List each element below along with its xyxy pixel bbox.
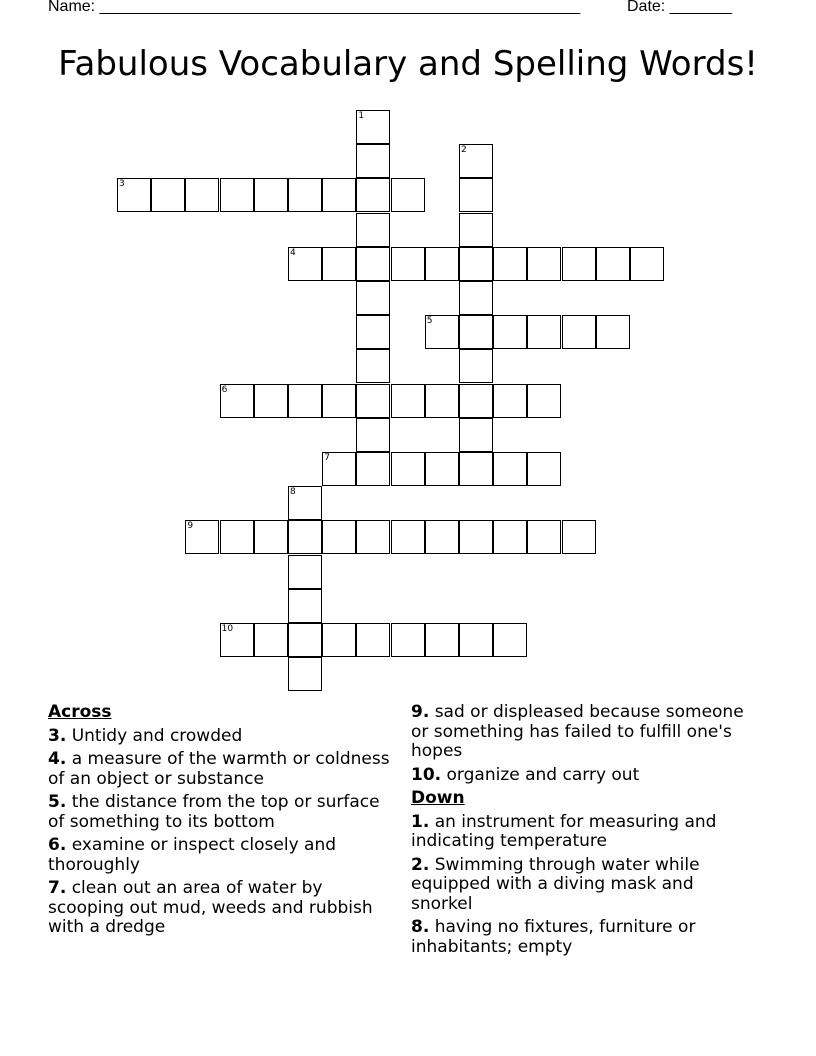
grid-cell[interactable] bbox=[254, 520, 288, 554]
down-heading: Down bbox=[411, 788, 465, 808]
grid-cell[interactable] bbox=[356, 178, 390, 212]
grid-cell[interactable] bbox=[356, 247, 390, 281]
clue-item bbox=[411, 766, 756, 786]
grid-cell[interactable] bbox=[459, 418, 493, 452]
clue-text: having no fixtures, furniture or inhabitants; empty bbox=[411, 917, 696, 957]
grid-cell[interactable] bbox=[493, 384, 527, 418]
grid-cell[interactable] bbox=[459, 281, 493, 315]
clue-item bbox=[48, 836, 393, 875]
grid-cell[interactable] bbox=[220, 520, 254, 554]
grid-cell[interactable] bbox=[459, 315, 493, 349]
grid-cell[interactable] bbox=[562, 315, 596, 349]
clue-number-label: 8. bbox=[411, 917, 430, 937]
grid-cell[interactable] bbox=[356, 144, 390, 178]
date-field-label: Date: _______ bbox=[627, 0, 732, 15]
clue-item bbox=[411, 813, 756, 852]
grid-cell[interactable] bbox=[254, 623, 288, 657]
clue-text: Untidy and crowded bbox=[66, 725, 243, 746]
clue-item bbox=[48, 750, 393, 789]
grid-cell[interactable] bbox=[391, 452, 425, 486]
grid-cell[interactable] bbox=[356, 452, 390, 486]
grid-cell[interactable] bbox=[391, 384, 425, 418]
clue-item bbox=[411, 856, 756, 915]
grid-cell[interactable] bbox=[425, 452, 459, 486]
clue-item bbox=[411, 918, 756, 957]
grid-cell[interactable] bbox=[254, 384, 288, 418]
grid-cell[interactable] bbox=[356, 349, 390, 383]
clues-column-left bbox=[48, 703, 393, 942]
grid-cell[interactable] bbox=[220, 178, 254, 212]
grid-cell[interactable] bbox=[596, 247, 630, 281]
clue-number-label: 7. bbox=[48, 878, 67, 898]
grid-cell[interactable] bbox=[356, 315, 390, 349]
grid-cell[interactable] bbox=[356, 623, 390, 657]
grid-cell[interactable] bbox=[425, 247, 459, 281]
grid-cell[interactable] bbox=[527, 247, 561, 281]
clue-text: organize and carry out bbox=[441, 764, 640, 785]
clue-number-label: 5. bbox=[48, 792, 67, 812]
name-field-label: Name: ______________________________________________________ bbox=[48, 0, 581, 15]
grid-cell[interactable] bbox=[391, 520, 425, 554]
clue-number: 3 bbox=[119, 179, 125, 190]
clue-text: the distance from the top or surface of something to its bottom bbox=[48, 792, 380, 832]
grid-cell[interactable] bbox=[322, 623, 356, 657]
clue-number: 9 bbox=[187, 521, 194, 532]
clue-text: clean out an area of water by scooping out mud, weeds and rubbish with a dredge bbox=[48, 878, 373, 937]
grid-cell[interactable] bbox=[459, 213, 493, 247]
grid-cell[interactable] bbox=[459, 178, 493, 212]
grid-cell[interactable] bbox=[459, 520, 493, 554]
clue-number-label: 1. bbox=[411, 811, 430, 832]
grid-cell[interactable] bbox=[322, 247, 356, 281]
clue-item bbox=[48, 793, 393, 832]
clue-number-label: 2. bbox=[411, 854, 430, 875]
clue-number: 8 bbox=[290, 487, 296, 498]
clue-text: a measure of the warmth or coldness of an object or substance bbox=[48, 749, 390, 789]
clue-item bbox=[48, 727, 393, 747]
grid-cell[interactable] bbox=[288, 555, 322, 589]
grid-cell[interactable] bbox=[493, 520, 527, 554]
clue-item bbox=[48, 879, 393, 938]
clue-text: an instrument for measuring and indicating temperature bbox=[411, 811, 717, 851]
grid-cell[interactable] bbox=[562, 520, 596, 554]
clue-text: examine or inspect closely and thoroughly bbox=[48, 835, 337, 875]
clue-number-label: 9. bbox=[411, 702, 430, 722]
grid-cell[interactable] bbox=[527, 384, 561, 418]
clue-number-label: 6. bbox=[48, 835, 67, 855]
grid-cell[interactable] bbox=[356, 213, 390, 247]
grid-cell[interactable] bbox=[185, 178, 219, 212]
clue-number: 10 bbox=[221, 624, 234, 634]
clue-number: 2 bbox=[461, 145, 467, 156]
grid-cell[interactable] bbox=[356, 418, 390, 452]
grid-cell[interactable] bbox=[527, 315, 561, 349]
clue-text: sad or displeased because someone or something has failed to fulfill one's hopes bbox=[411, 702, 744, 761]
grid-cell[interactable] bbox=[459, 452, 493, 486]
grid-cell[interactable] bbox=[493, 452, 527, 486]
clue-number: 4 bbox=[290, 247, 296, 258]
grid-cell[interactable] bbox=[391, 178, 425, 212]
grid-cell[interactable] bbox=[459, 623, 493, 657]
grid-cell[interactable] bbox=[356, 520, 390, 554]
grid-cell[interactable] bbox=[391, 623, 425, 657]
grid-cell[interactable] bbox=[322, 520, 356, 554]
grid-cell[interactable] bbox=[425, 520, 459, 554]
grid-cell[interactable] bbox=[288, 657, 322, 691]
clue-number-label: 3. bbox=[48, 725, 67, 746]
grid-cell[interactable] bbox=[493, 623, 527, 657]
grid-cell[interactable] bbox=[356, 384, 390, 418]
grid-cell[interactable] bbox=[391, 247, 425, 281]
page-title: Fabulous Vocabulary and Spelling Words! bbox=[58, 44, 758, 84]
grid-cell[interactable] bbox=[288, 623, 322, 657]
grid-cell[interactable] bbox=[459, 349, 493, 383]
grid-cell[interactable] bbox=[356, 281, 390, 315]
across-heading: Across bbox=[48, 702, 112, 722]
grid-cell[interactable] bbox=[527, 520, 561, 554]
clue-number: 1 bbox=[358, 111, 365, 121]
grid-cell[interactable] bbox=[322, 178, 356, 212]
grid-cell[interactable] bbox=[151, 178, 185, 212]
clue-number: 7 bbox=[324, 453, 330, 463]
grid-cell[interactable] bbox=[630, 247, 664, 281]
grid-cell[interactable] bbox=[527, 452, 561, 486]
clue-number-label: 10. bbox=[411, 764, 442, 785]
clue-text: Swimming through water while equipped with a diving mask and snorkel bbox=[411, 854, 700, 914]
clue-item bbox=[411, 703, 756, 762]
grid-cell[interactable] bbox=[493, 315, 527, 349]
grid-cell[interactable] bbox=[425, 384, 459, 418]
grid-cell[interactable] bbox=[288, 178, 322, 212]
grid-cell[interactable] bbox=[596, 315, 630, 349]
clue-number-label: 4. bbox=[48, 749, 67, 769]
grid-cell[interactable] bbox=[288, 384, 322, 418]
clue-number: 5 bbox=[426, 316, 433, 327]
grid-cell[interactable] bbox=[459, 247, 493, 281]
grid-cell[interactable] bbox=[254, 178, 288, 212]
grid-cell[interactable] bbox=[288, 520, 322, 554]
grid-cell[interactable] bbox=[322, 384, 356, 418]
clue-number: 6 bbox=[221, 384, 228, 395]
grid-cell[interactable] bbox=[425, 623, 459, 657]
grid-cell[interactable] bbox=[288, 589, 322, 623]
grid-cell[interactable] bbox=[562, 247, 596, 281]
grid-cell[interactable] bbox=[459, 384, 493, 418]
clues-column-right bbox=[411, 703, 756, 961]
grid-cell[interactable] bbox=[493, 247, 527, 281]
